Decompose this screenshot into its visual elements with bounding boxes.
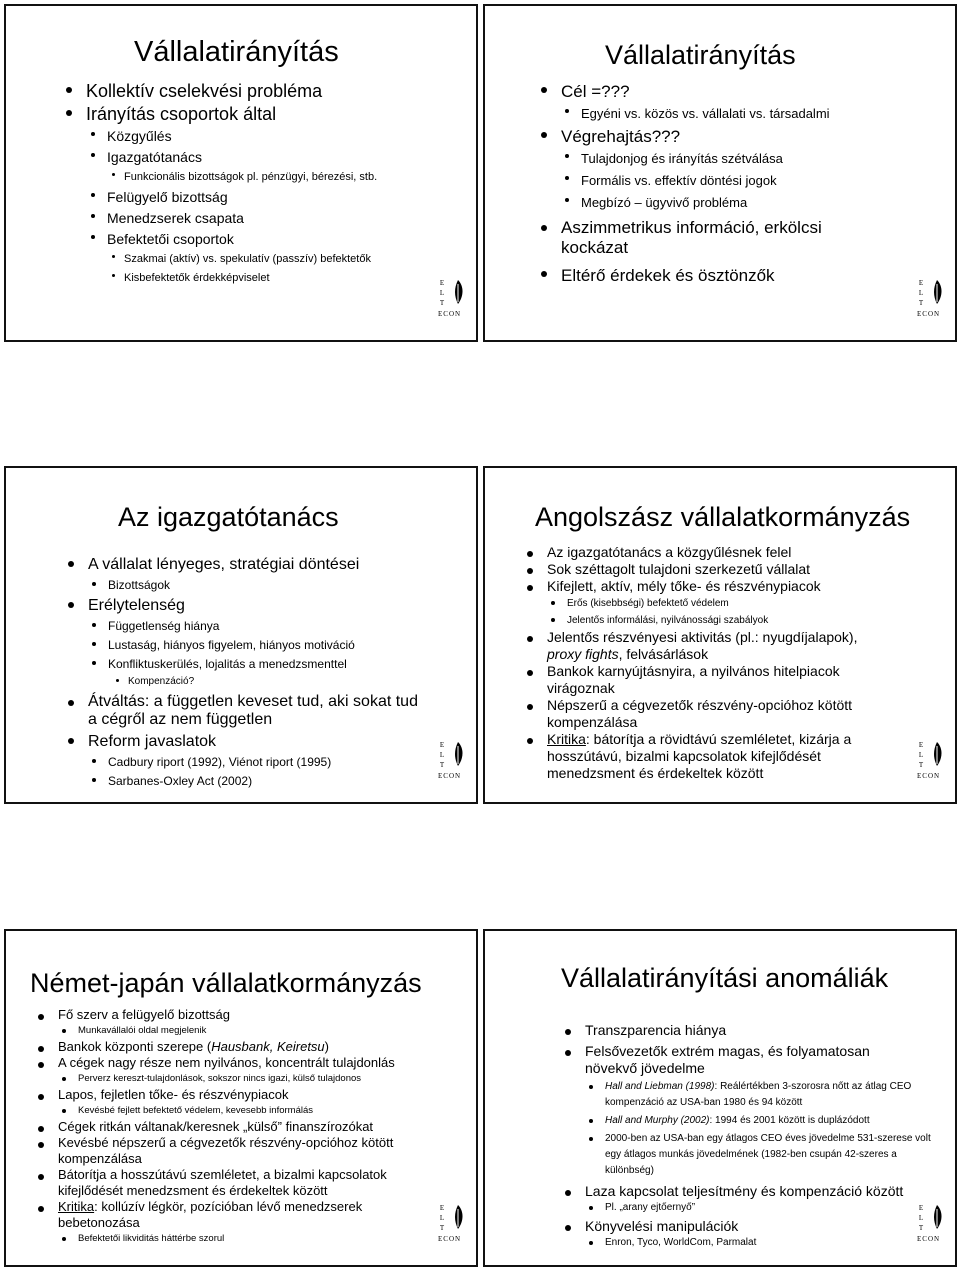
slide-3 bbox=[4, 466, 478, 804]
list-item: Lapos, fejletlen tőke- és részvénypiacok bbox=[58, 1087, 403, 1103]
list-item: Erélytelenség bbox=[88, 595, 418, 617]
leaf-icon bbox=[929, 740, 945, 768]
bullet-list bbox=[88, 554, 418, 791]
list-item: Enron, Tyco, WorldCom, Parmalat bbox=[605, 1235, 945, 1251]
list-item: Kifejlett, aktív, mély tőke- és részvénypiacok bbox=[547, 578, 892, 595]
elte-econ-logo bbox=[917, 278, 951, 318]
slide-title: Vállalatirányítás bbox=[605, 40, 796, 70]
list-item: Irányítás csoportok által bbox=[86, 103, 377, 126]
list-item: Bizottságok bbox=[108, 576, 418, 595]
list-item: A cégek nagy része nem nyilvános, koncentrált tulajdonlás bbox=[58, 1055, 403, 1071]
list-item: Egyéni vs. közös vs. vállalati vs. társadalmi bbox=[581, 103, 861, 125]
slide-title: Vállalatirányítás bbox=[134, 36, 339, 68]
list-item: Az igazgatótanács a közgyűlésnek felel bbox=[547, 544, 892, 561]
list-item: Átváltás: a független keveset tud, aki sokat tud a cégről az nem független bbox=[88, 693, 418, 728]
leaf-icon bbox=[450, 1203, 466, 1231]
elte-econ-logo bbox=[438, 1203, 472, 1243]
list-item: Szakmai (aktív) vs. spekulatív (passzív) befektetők bbox=[124, 250, 377, 269]
list-item: Cél =??? bbox=[561, 80, 861, 103]
list-item: Konfliktuskerülés, lojalitás a menedzsmenttel bbox=[108, 655, 418, 674]
list-item: Befektetői likviditás háttérbe szorul bbox=[78, 1231, 403, 1247]
list-item: Bankok központi szerepe (Hausbank, Keiretsu) bbox=[58, 1039, 403, 1055]
logo-econ: ECON bbox=[438, 1235, 462, 1243]
logo-letters: E L T bbox=[918, 279, 924, 307]
list-item: Függetlenség hiánya bbox=[108, 617, 418, 636]
list-item: Kritika: kollúzív légkör, pozícióban lévő menedzserek bebetonozása bbox=[58, 1199, 403, 1231]
bullet-list bbox=[58, 1007, 403, 1247]
list-item: Sok széttagolt tulajdoni szerkezetű vállalat bbox=[547, 561, 892, 578]
logo-letters: E L T bbox=[918, 741, 924, 769]
list-item: Bátorítja a hosszútávú szemléletet, a bizalmi kapcsolatok kifejlődését menedzsment és érdekeltek között bbox=[58, 1167, 403, 1199]
slide-title: Vállalatirányítási anomáliák bbox=[561, 963, 889, 993]
slide-title: Angolszász vállalatkormányzás bbox=[535, 502, 911, 532]
list-item: Cégek ritkán váltanak/keresnek „külső” finanszírozókat bbox=[58, 1119, 403, 1135]
bullet-list bbox=[86, 80, 377, 288]
logo-econ: ECON bbox=[438, 310, 462, 318]
leaf-icon bbox=[450, 740, 466, 768]
leaf-icon bbox=[929, 1203, 945, 1231]
logo-econ: ECON bbox=[438, 772, 462, 780]
list-item: Eltérő érdekek és ösztönzők bbox=[561, 264, 861, 287]
list-item: A vállalat lényeges, stratégiai döntései bbox=[88, 554, 418, 576]
list-item: Laza kapcsolat teljesítmény és kompenzáció között bbox=[585, 1183, 945, 1200]
logo-letters: E L T bbox=[439, 741, 445, 769]
list-item: Pl. „arany ejtőernyő” bbox=[605, 1200, 945, 1216]
list-item: Bankok karnyújtásnyira, a nyilvános hitelpiacok virágoznak bbox=[547, 663, 892, 697]
list-item: Közgyűlés bbox=[107, 126, 377, 147]
leaf-icon bbox=[450, 278, 466, 306]
leaf-icon bbox=[929, 278, 945, 306]
list-item: Kollektív cselekvési probléma bbox=[86, 80, 377, 103]
elte-econ-logo bbox=[917, 740, 951, 780]
bullet-list bbox=[561, 80, 861, 287]
list-item: Tulajdonjog és irányítás szétválása bbox=[581, 148, 861, 170]
slide-6 bbox=[483, 929, 957, 1267]
list-item: Perverz kereszt-tulajdonlások, sokszor nincs igazi, külső tulajdonos bbox=[78, 1071, 403, 1087]
list-item: Kevésbé népszerű a cégvezetők részvény-opcióhoz kötött kompenzálása bbox=[58, 1135, 403, 1167]
list-item: Végrehajtás??? bbox=[561, 125, 861, 148]
list-item: Befektetői csoportok bbox=[107, 229, 377, 250]
bullet-list bbox=[585, 1022, 945, 1251]
list-item: Hall and Murphy (2002): 1994 és 2001 között is duplázódott bbox=[605, 1113, 945, 1129]
list-item: Fő szerv a felügyelő bizottság bbox=[58, 1007, 403, 1023]
list-item: Népszerű a cégvezetők részvény-opcióhoz kötött kompenzálása bbox=[547, 697, 892, 731]
list-item: Könyvelési manipulációk bbox=[585, 1218, 945, 1235]
list-item: Sarbanes-Oxley Act (2002) bbox=[108, 772, 418, 791]
logo-econ: ECON bbox=[917, 772, 941, 780]
logo-letters: E L T bbox=[439, 1204, 445, 1232]
list-item: Kevésbé fejlett befektető védelem, kevesebb informálás bbox=[78, 1103, 403, 1119]
list-item: Megbízó – ügyvivő probléma bbox=[581, 192, 861, 214]
slide-title: Az igazgatótanács bbox=[118, 502, 339, 532]
list-item: Kompenzáció? bbox=[128, 674, 418, 689]
list-item: Igazgatótanács bbox=[107, 147, 377, 168]
logo-letters: E L T bbox=[918, 1204, 924, 1232]
list-item: Menedzserek csapata bbox=[107, 208, 377, 229]
list-item: Kritika: bátorítja a rövidtávú szemléletet, kizárja a hosszútávú, bizalmi kapcsolatok kifejlődését menedzsment és érdekeltek között bbox=[547, 731, 892, 782]
list-item: Lustaság, hiányos figyelem, hiányos motiváció bbox=[108, 636, 418, 655]
list-item: Jelentős informálási, nyilvánossági szabályok bbox=[567, 612, 892, 629]
list-item: Funkcionális bizottságok pl. pénzügyi, bérezési, stb. bbox=[124, 168, 377, 187]
logo-econ: ECON bbox=[917, 310, 941, 318]
list-item: 2000-ben az USA-ban egy átlagos CEO éves jövedelme 531-szerese volt egy átlagos munkás jövedelmének (1982-ben csupán 42-szeres a különbség) bbox=[605, 1131, 945, 1179]
list-item: Transzparencia hiánya bbox=[585, 1022, 945, 1039]
elte-econ-logo bbox=[917, 1203, 951, 1243]
bullet-list bbox=[547, 544, 892, 782]
list-item: Reform javaslatok bbox=[88, 731, 418, 753]
elte-econ-logo bbox=[438, 740, 472, 780]
list-item: Munkavállalói oldal megjelenik bbox=[78, 1023, 403, 1039]
list-item: Erős (kisebbségi) befektető védelem bbox=[567, 595, 892, 612]
slide-4 bbox=[483, 466, 957, 804]
elte-econ-logo bbox=[438, 278, 472, 318]
list-item: Felsővezetők extrém magas, és folyamatosan növekvő jövedelme bbox=[585, 1043, 885, 1077]
slide-title: Német-japán vállalatkormányzás bbox=[30, 968, 422, 998]
slide-2 bbox=[483, 4, 957, 342]
list-item: Hall and Liebman (1998): Reálértékben 3-szorosra nőtt az átlag CEO kompenzáció az USA-ban 1980 és 94 között bbox=[605, 1079, 945, 1111]
list-item: Aszimmetrikus információ, erkölcsi kockázat bbox=[561, 218, 861, 258]
list-item: Kisbefektetők érdekképviselet bbox=[124, 269, 377, 288]
slide-1 bbox=[4, 4, 478, 342]
list-item: Cadbury riport (1992), Viénot riport (1995) bbox=[108, 753, 418, 772]
list-item: Jelentős részvényesi aktivitás (pl.: nyugdíjalapok), proxy fights, felvásárlások bbox=[547, 629, 892, 663]
logo-econ: ECON bbox=[917, 1235, 941, 1243]
list-item: Felügyelő bizottság bbox=[107, 187, 377, 208]
slide-5 bbox=[4, 929, 478, 1267]
logo-letters: E L T bbox=[439, 279, 445, 307]
list-item: Formális vs. effektív döntési jogok bbox=[581, 170, 861, 192]
